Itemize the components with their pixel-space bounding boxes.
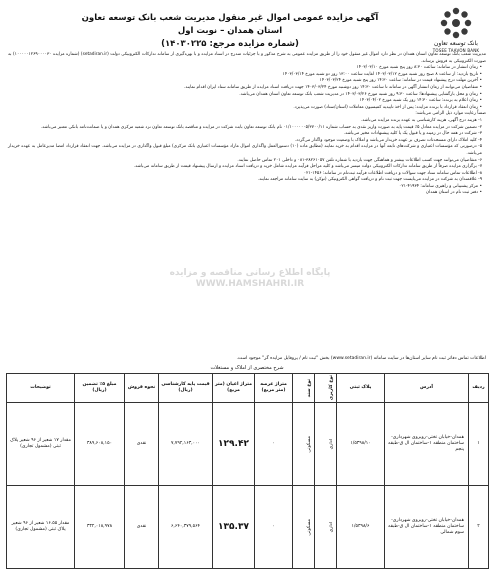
cell-usage xyxy=(315,403,337,486)
condition-item: ۷- برگزاری مزایده صرفاً از طریق سامانه تدارکات الکترونیکی دولت میسر می‌باشد و کلیه مراحل فرآیند مزایده شامل خرید و دریافت اسناد مزایده و ارسال پیشنهاد قیمت از طریق سامانه می‌باشد. xyxy=(133,164,482,170)
bank-emblem-icon xyxy=(439,6,473,40)
schedule-item: • تاریخ بازدید: از ساعت ۸ صبح روز شنبه مورخ ۱۴۰۳/۰۳/۱۲ لغایت ساعت ۱۳:۰۰ روز دو شنبه مورخ ۱۴۰۳/۰۳/۱۴ xyxy=(282,71,482,77)
title-line-2: (شماره مزایده مرجع: ۱۴۰۳۰۲۲۵) xyxy=(161,39,299,49)
schedule-item: • آخرین مهلت درج پیشنهاد قیمت در سامانه: ساعت ۱۴:۳۰ روز پنج شنبه مورخ ۱۴۰۳/۰۳/۲۴ xyxy=(319,78,482,84)
bank-name-fa: بانک توسعه تعاون xyxy=(434,40,478,47)
cell-land-area: ۰ xyxy=(255,486,293,569)
cell-usage-label: اداری xyxy=(329,521,334,533)
header-usage-label: نوع کاربری xyxy=(329,375,334,401)
cell-base-price: ۷,۷۹۲,۱۶۳,۰۰۰ xyxy=(159,403,213,486)
cell-row-number: ۱ xyxy=(469,403,489,486)
cell-plaque: ۱/۵۳۹۸/۱۰ xyxy=(337,403,385,486)
schedule-item: • زمان انتشار در سامانه: ساعت ۸:۳۰ روز پنج شنبه مورخ ۱۴۰۳/۰۳/۱۰ xyxy=(356,65,482,71)
schedule-item: • متقاضیان می‌توانند از زمان انتشار آگهی در سامانه تا ساعت ۱۴:۳۰ روز دوشنبه مورخ ۱۴۰۳/۰۳/۲۴ جهت دریافت اسناد مزایده از طریق سامانه ستاد ایران اقدام نمایند. xyxy=(184,84,482,90)
cell-plaque: ۱/۵۳۹۸/۶ xyxy=(337,486,385,569)
cell-row-number: ۲ xyxy=(469,486,489,569)
header-notes: توضیحات xyxy=(7,374,75,403)
conditions-list xyxy=(8,118,486,197)
header-deposit: مبلغ ۵٪ تضمین (ریال) xyxy=(75,374,125,403)
cell-address: همدان-خیابان تختی-روبروی شهرداری-ساختمان منطقه ۱-ساختمان ال ق-طبقه سوم شمالی xyxy=(385,486,469,569)
cell-usage-label: اداری xyxy=(329,438,334,450)
header-usage xyxy=(315,374,337,403)
site-info-line: اطلاعات تماس دفاتر ثبت نام سایر استان‌ها در سایت سامانه (www.setadiran.ir) بخش "ثبت نام / پروفایل مزایده گر" موجود است. xyxy=(236,356,486,361)
cell-land-area: ۰ xyxy=(255,403,293,486)
schedule-item: • زمان انعقاد قرارداد با برنده مزایده: پس از اخذ تاییدیه کمیسیون معاملات (استان/ستاد) صورت می‌پذیرد. xyxy=(293,104,482,110)
watermark-line-2: WWW.HAMSHAHRI.IR xyxy=(195,279,305,289)
watermark xyxy=(150,268,350,290)
cell-deposit: ۳۸۹,۶۰۸,۱۵۰ xyxy=(75,403,125,486)
properties-table xyxy=(6,373,489,569)
header-plaque: پلاک ثبتی xyxy=(337,374,385,403)
cell-address: همدان-خیابان تختی-روبروی شهرداری-ساختمان منطقه ۱-ساختمان ال ق-طبقه پنجم xyxy=(385,403,469,486)
table-row xyxy=(7,486,489,569)
cell-deposit: ۳۳۲,۰۱۸,۹۷۸ xyxy=(75,486,125,569)
cell-notes: مقدار ۱۷ شعیر از ۹۶ شعیر پلاک ثبتی (مشمول تجاری) xyxy=(7,403,75,486)
condition-item: ۴- کلیه املاک دارای مستحدثات تصرف بر عهده خریدار می‌باشد و املاک با وضعیت موجود واگذار می‌گردد. xyxy=(294,137,482,143)
intro-paragraph: مدیریت شعب بانک توسعه تعاون استان همدان در نظر دارد اموال غیر منقول خود را از طریق مزایده عمومی به شرح مذکور و با جزئیات مندرج در اسناد مزایده و با بهره‌گیری از سامانه تدارکات الکترونیکی دولت (setadiran.ir) (شماره مزایده ۱۰۰۰۰۰۱۲۶۹۰۰۰۰۳۰) به صورت الکترونیکی به فروش برساند. xyxy=(8,52,486,64)
table-row xyxy=(7,403,489,486)
cell-doc-type xyxy=(293,486,315,569)
cell-building-area: ۱۳۵.۳۷ xyxy=(213,486,255,569)
header-doc-type xyxy=(293,374,315,403)
condition-item: ۱- هزینه درج آگهی، هزینه کارشناسی به عهده برنده مزایده می‌باشد. xyxy=(360,117,482,123)
table-title: شرح مختصری از املاک و مستغلات xyxy=(210,365,284,371)
cell-sale-method: نقدی xyxy=(125,403,159,486)
header-base-price: قیمت پایه کارشناسی (ریال) xyxy=(159,374,213,403)
cell-usage xyxy=(315,486,337,569)
condition-item: ۲- تضمین شرکت در مزایده معادل ۵٪ قیمت پایه به صورت واریز نقدی به حساب شماره ۰۱/۱۰۰۰۰۰۰۵/۳۷۰۰/۱۱ نام بانک توسعه تعاون بابت شرکت در مزایده و مناقصه بانک توسعه تعاون نزد شعبه مرکزی همدان و یا ضمانت‌نامه بانکی معتبر می‌باشد. xyxy=(40,124,482,130)
page-title xyxy=(70,12,390,51)
schedule-item: • زمان و محل بازگشایی پیشنهادها: ساعت ۹:۳۰ روز شنبه مورخ ۱۴۰۳/۰۳/۲۶ در مدیریت شعب بانک توسعه تعاون استان همدان می‌باشد. xyxy=(239,91,482,97)
cell-building-area: ۱۲۹.۴۲ xyxy=(213,403,255,486)
bank-name-en: TOSEE TAAVON BANK xyxy=(432,48,480,53)
cell-doc-type-label: مسکونی xyxy=(307,435,312,453)
condition-item: ۳- شرکت در همه حال در زمینه و یا قبول یک یا کلیه پیشنهادات مخیر می‌باشد. xyxy=(343,131,482,137)
header-row-number: ردیف xyxy=(469,374,489,403)
cell-sale-method: نقدی xyxy=(125,486,159,569)
cell-doc-type-label: مسکونی xyxy=(307,518,312,536)
conditions-title: ضمناً رعایت موارد ذیل الزامی می‌باشد: xyxy=(415,111,486,117)
condition-item: • مرکز پشتیبانی و راهبری سامانه: ۴۱۹۳۴-۰۲۱ xyxy=(399,183,482,189)
cell-doc-type xyxy=(293,403,315,486)
title-line-1: آگهی مزایده عمومی اموال غیر منقول مدیریت شعب بانک توسعه تعاون استان همدان – نوبت اول xyxy=(81,13,379,36)
bank-logo xyxy=(428,6,484,53)
schedule-list xyxy=(8,65,486,111)
condition-item: ۹- علاقمندان به شرکت در مزایده می‌بایست جهت ثبت نام و دریافت گواهی الکترونیکی (توکن) به سایت سامانه مراجعه نمایند. xyxy=(257,177,482,183)
header-land-area: متراژ عرصه (متر مربع) xyxy=(255,374,293,403)
condition-item: ۶- متقاضیان می‌توانند جهت کسب اطلاعات بیشتر و هماهنگی جهت بازدید با شماره تلفن ۳۸۲۶۱۰۵۷-۰۸۱ و داخلی ۲۰۱ تماس حاصل نمایند. xyxy=(237,157,482,163)
condition-item: ۸- اطلاعات تماس سامانه ستاد جهت سوالات و دریافت اطلاعات فرآیند ثبت‌نام در سامانه: ۱۴۵۶-۰۲۱ xyxy=(303,170,482,176)
cell-base-price: ۶,۶۴۰,۳۷۹,۵۶۴ xyxy=(159,486,213,569)
condition-item: ۵- درصورتی که مؤسسات اعتباری و شرکت‌های تابعه آنها در مزایده اقدام به خرید نمایند (مطابق ماده (۱۰) دستورالعمل واگذاری اموال مازاد مؤسسات اعتباری بانک مرکزی) مبلغ قبول واگذاری در مزایده می‌باشد. جهت انعقاد قرارداد امضا مدیرعامل به عهده خریدار می‌باشد. xyxy=(8,144,482,156)
condition-item: • دفتر ثبت نام در استان همدان xyxy=(425,190,482,196)
table-header-row xyxy=(7,374,489,403)
watermark-line-1: پایگاه اطلاع رسانی مناقصه و مزایده xyxy=(169,268,331,278)
header-address: آدرس xyxy=(385,374,469,403)
header-sale-method: نحوه فروش xyxy=(125,374,159,403)
header-doc-type-label: نوع سند xyxy=(307,378,312,398)
cell-notes: مقدار ۱۶.۵۵ شعیر از ۹۶ شعیر پلاک ثبتی (مشمول تجاری) xyxy=(7,486,75,569)
intro-text xyxy=(8,52,486,197)
schedule-item: • زمان اعلام به برنده: ساعت ۱۴:۳۰ روز یک شنبه مورخ ۱۴۰۳/۰۴/۰۲ xyxy=(359,98,482,104)
header-building-area: متراژ اعیان (متر مربع) xyxy=(213,374,255,403)
